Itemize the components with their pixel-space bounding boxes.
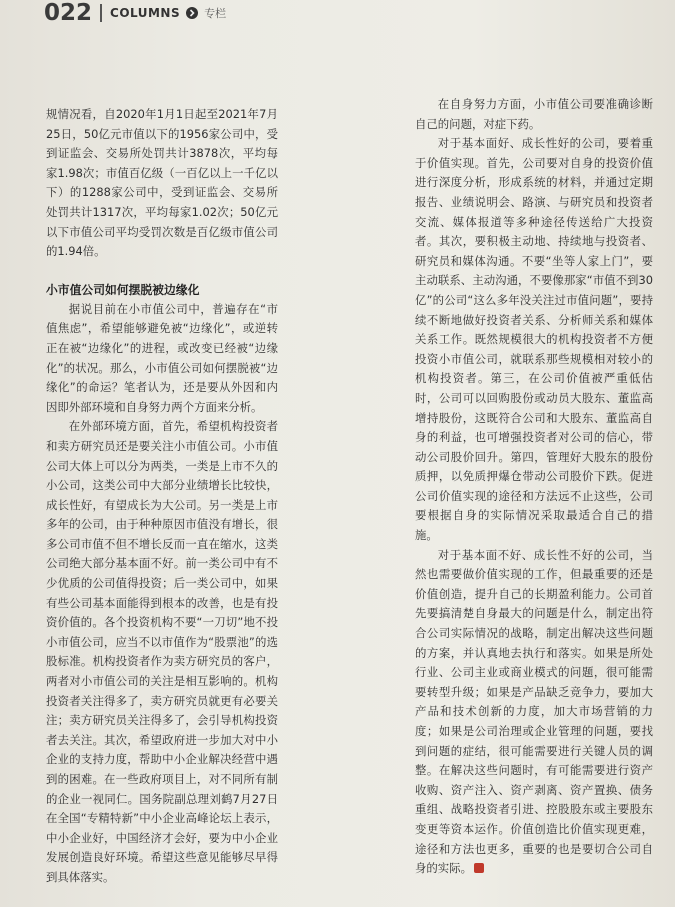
section-label-cn: 专栏 (204, 7, 227, 20)
right-column (415, 95, 653, 879)
section-label: COLUMNS (110, 6, 181, 20)
paragraph: 在外部环境方面，首先，希望机构投资者和卖方研究员还是要关注小市值公司。小市值公司大体上可以分为两类，一类是上市不久的小公司，这类公司中大部分业绩增长比较快，成长性好，有望成长为大公司。另一类是上市多年的公司，由于种种原因市值没有增长，很多公司市值不但不增长反而一直在缩水，这类公司绝大部分基本面不好。前一类公司中有不少优质的公司值得投资；后一类公司中，如果有些公司基本面能得到根本的改善，也是有投资价值的。各个投资机构不要“一刀切”地不投小市值公司，应当不以市值作为“股票池”的选股标准。机构投资者作为卖方研究员的客户，两者对小市值公司的关注是相互影响的。机构投资者关注得多了，卖方研究员就更有必要关注；卖方研究员关注得多了，会引导机构投资者去关注。其次，希望政府进一步加大对中小企业的支持力度，帮助中小企业解决经营中遇到的困难。在一些政府项目上，对不同所有制的企业一视同仁。国务院副总理刘鹤7月27日在全国“专精特新”中小企业高峰论坛上表示，中小企业好，中国经济才会好，要为中小企业发展创造良好环境。希望这些意见能够尽早得到具体落实。 (46, 419, 278, 884)
page-header (44, 0, 226, 26)
header-divider (100, 4, 102, 22)
paragraph: 据说目前在小市值公司中，普遍存在“市值焦虑”，希望能够避免被“边缘化”，或逆转正在被“边缘化”的进程，或改变已经被“边缘化”的状况。那么，小市值公司如何摆脱被“边缘化”的命运？笔者认为，还是要从外因和内因即外部环境和自身努力两个方面来分析。 (46, 301, 278, 414)
end-mark-icon (474, 863, 484, 873)
chevron-right-icon (186, 7, 198, 19)
section-heading: 小市值公司如何摆脱被边缘化 (46, 282, 200, 297)
left-column (46, 105, 278, 888)
page-number: 022 (44, 0, 93, 26)
paragraph: 在自身努力方面，小市值公司要准确诊断自己的问题，对症下药。 (415, 97, 653, 131)
paragraph-text: 对于基本面不好、成长性不好的公司，当然也需要做价值实现的工作，但最重要的还是价值创造，提升自己的长期盈利能力。公司首先要搞清楚自身最大的问题是什么，制定出符合公司实际情况的战略，制定出解决这些问题的方案，并认真地去执行和落实。如果是所处行业、公司主业或商业模式的问题，很可能需要转型升级；如果是产品缺乏竞争力，要加大产品和技术创新的力度，加大市场营销的力度；如果是公司治理或企业管理的问题，要找到问题的症结，很可能需要进行关键人员的调整。在解决这些问题时，有可能需要进行资产收购、资产注入、资产剥离、资产置换、债务重组、战略投资者引进、控股股东或主要股东变更等资本运作。价值创造比价值实现更难，途径和方法也更多，重要的也是要切合公司自身的实际。 (415, 547, 653, 876)
intro-paragraph: 规情况看，自2020年1月1日起至2021年7月25日，50亿元市值以下的1956家公司中，受到证监会、交易所处罚共计3878次，平均每家1.98次；市值百亿级（一百亿以上一千亿以下）的1288家公司中，受到证监会、交易所处罚共计1317次，平均每家1.02次；50亿元以下市值公司平均受罚次数是百亿级市值公司的1.94倍。 (46, 107, 278, 259)
last-paragraph (415, 546, 653, 879)
paragraph: 对于基本面好、成长性好的公司，要着重于价值实现。首先，公司要对自身的投资价值进行深度分析，形成系统的材料，并通过定期报告、业绩说明会、路演、与研究员和投资者交流、媒体报道等多种途径传送给广大投资者。其次，要积极主动地、持续地与投资者、研究员和媒体沟通。不要“坐等人家上门”，要主动联系、主动沟通，不要像那家“市值不到30亿”的公司“这么多年没关注过市值问题”，要持续不断地做好投资者关系、分析师关系和媒体关系工作。既然规模很大的机构投资者不方便投资小市值公司，就联系那些规模相对较小的机构投资者。第三，在公司价值被严重低估时，公司可以回购股份或动员大股东、董监高增持股份，这既符合公司和大股东、董监高自身的利益，也可增强投资者对公司的信心，带动公司股价回升。第四，管理好大股东的股份质押，以免质押爆仓带动公司股价下跌。促进公司价值实现的途径和方法远不止这些，公司要根据自身的实际情况采取最适合自己的措施。 (415, 136, 653, 543)
